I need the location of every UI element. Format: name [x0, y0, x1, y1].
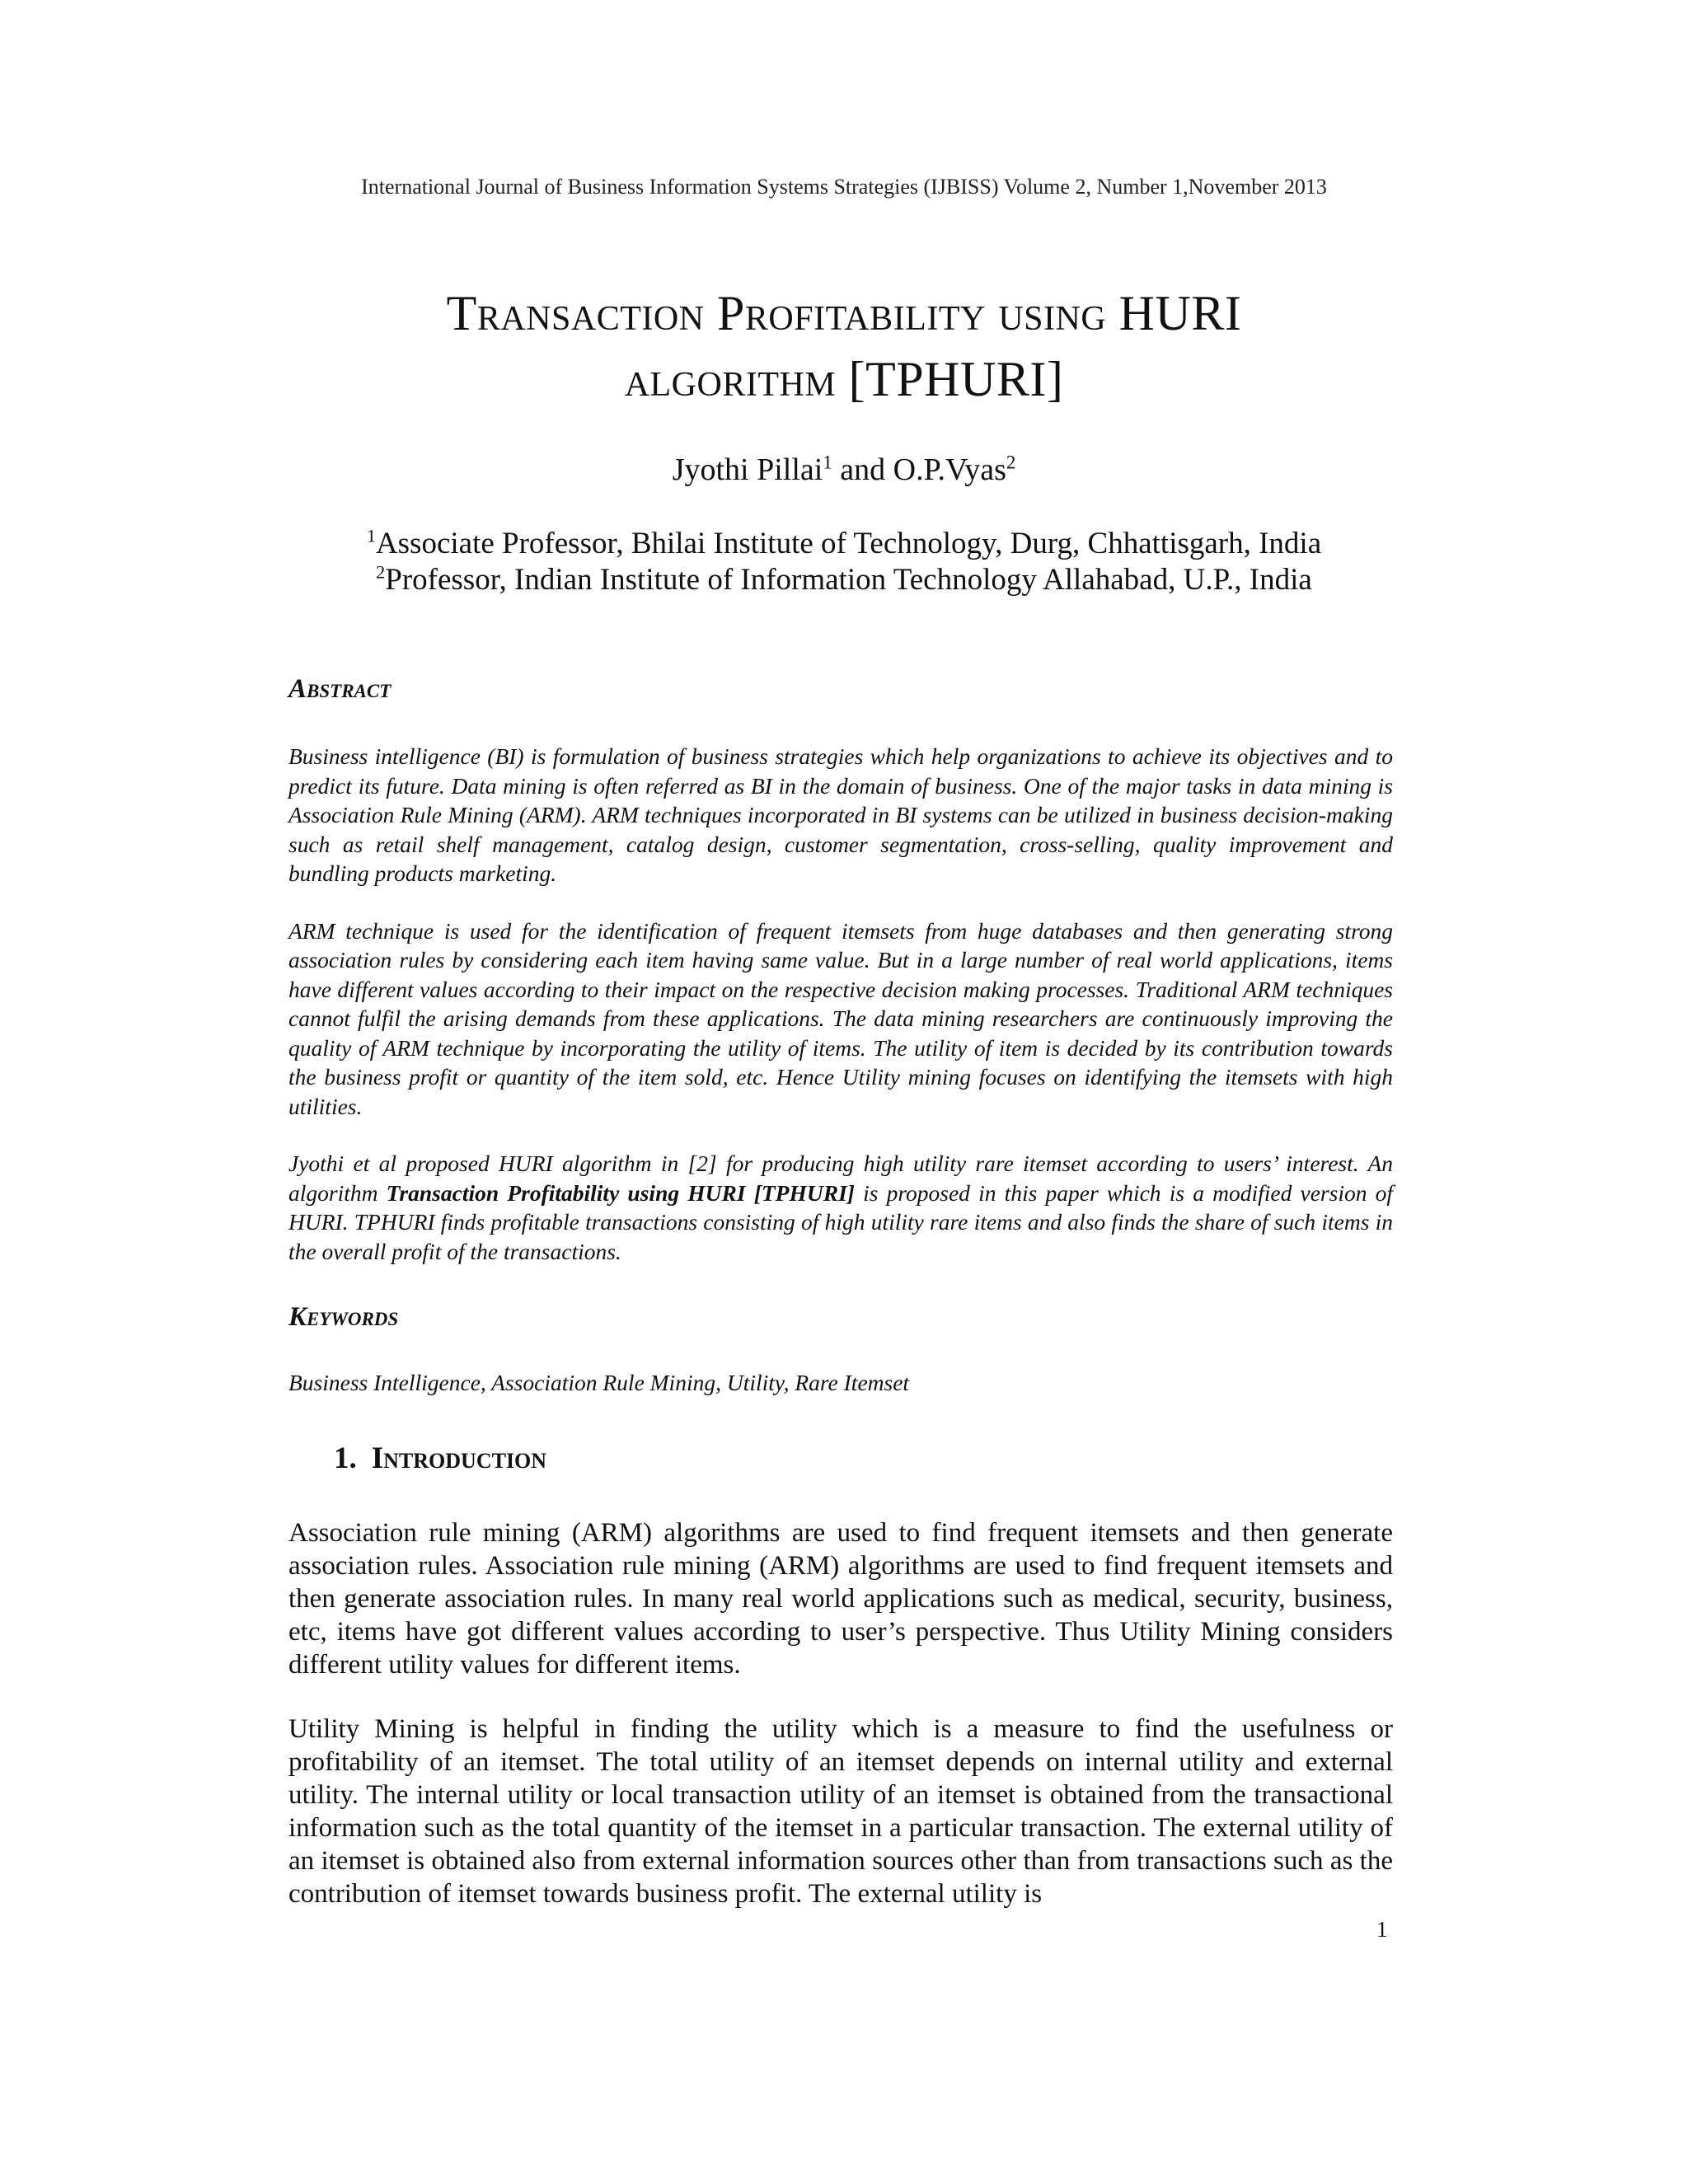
running-head: International Journal of Business Information Systems Strategies (IJBISS) Volume 2, Number 1,November 2013: [361, 175, 1327, 199]
abstract-heading: Abstract: [288, 674, 392, 704]
keywords-heading: Keywords: [288, 1302, 399, 1332]
affiliation-line: [0, 562, 1688, 598]
author-affiliation-mark: 1: [823, 452, 832, 473]
section-title: Introduction: [371, 1441, 547, 1475]
affiliation-mark: 1: [366, 525, 376, 546]
affiliations: [0, 526, 1688, 598]
affiliation-line: [0, 526, 1688, 562]
affiliation-mark: 2: [376, 561, 386, 583]
title-line-2: algorithm [TPHURI]: [624, 352, 1064, 406]
author-name: O.P.Vyas: [893, 452, 1006, 487]
affiliation-text: Professor, Indian Institute of Information Technology Allahabad, U.P., India: [385, 563, 1312, 597]
abstract-paragraph: Business intelligence (BI) is formulation of business strategies which help organizations to achieve its objectives and to predict its future. Data mining is often referred as BI in the domain of business. One of the major tasks in data mining is Association Rule Mining (ARM). ARM techniques incorporated in BI systems can be utilized in business decision-making such as retail shelf management, catalog design, customer segmentation, cross-selling, quality improvement and bundling products marketing.: [288, 743, 1393, 886]
paper-title: [247, 280, 1441, 412]
author-line: [0, 452, 1688, 488]
affiliation-text: Associate Professor, Bhilai Institute of Technology, Durg, Chhattisgarh, India: [375, 527, 1322, 560]
algorithm-name-emphasis: Transaction Profitability using HURI [TPHURI]: [386, 1179, 855, 1206]
abstract-paragraph: ARM technique is used for the identification of frequent itemsets from huge databases and then generating strong association rules by considering each item having same value. But in a large number of real world applications, items have different values according to their impact on the respective decision making processes. Traditional ARM techniques cannot fulfil the arising demands from these applications. The data mining researchers are continuously improving the quality of ARM technique by incorporating the utility of items. The utility of item is decided by its contribution towards the business profit or quantity of the item sold, etc. Hence Utility mining focuses on identifying the itemsets with high utilities.: [288, 917, 1393, 1119]
introduction-body: [288, 1516, 1393, 1942]
abstract-paragraph: [288, 1149, 1393, 1266]
abstract-body: [288, 742, 1393, 1294]
abstract-text: is proposed in this paper which is a modified version of HURI. TPHURI finds profitable transactions consisting of high utility rare items and also finds the share of such items in the overall profit of the transactions.: [288, 1179, 1394, 1264]
section-number: 1.: [334, 1441, 357, 1475]
title-line-1: Transaction Profitability using HURI: [446, 286, 1242, 340]
author-name: Jyothi Pillai: [672, 452, 823, 487]
abstract-text: Jyothi et al proposed HURI algorithm in [2] for producing high utility rare itemset according to users’ interest. An algorithm: [288, 1151, 1393, 1206]
author-affiliation-mark: 2: [1006, 452, 1016, 473]
page-number: 1: [1376, 1917, 1388, 1942]
keywords-text: Business Intelligence, Association Rule Mining, Utility, Rare Itemset: [288, 1370, 910, 1395]
body-paragraph: Utility Mining is helpful in finding the utility which is a measure to find the usefulness or profitability of an itemset. The total utility of an itemset depends on internal utility and external utility. The internal utility or local transaction utility of an itemset is obtained from the transactional information such as the total quantity of the itemset in a particular transaction. The external utility of an itemset is obtained also from external information sources other than from transactions such as the contribution of itemset towards business profit. The external utility is: [288, 1714, 1393, 1909]
author-joiner: and: [832, 452, 893, 487]
body-paragraph: Association rule mining (ARM) algorithms are used to find frequent itemsets and then generate association rules. Association rule mining (ARM) algorithms are used to find frequent itemsets and then generate association rules. In many real world applications such as medical, security, business, etc, items have got different values according to user’s perspective. Thus Utility Mining considers different utility values for different items.: [288, 1518, 1393, 1680]
introduction-heading: [334, 1441, 546, 1476]
